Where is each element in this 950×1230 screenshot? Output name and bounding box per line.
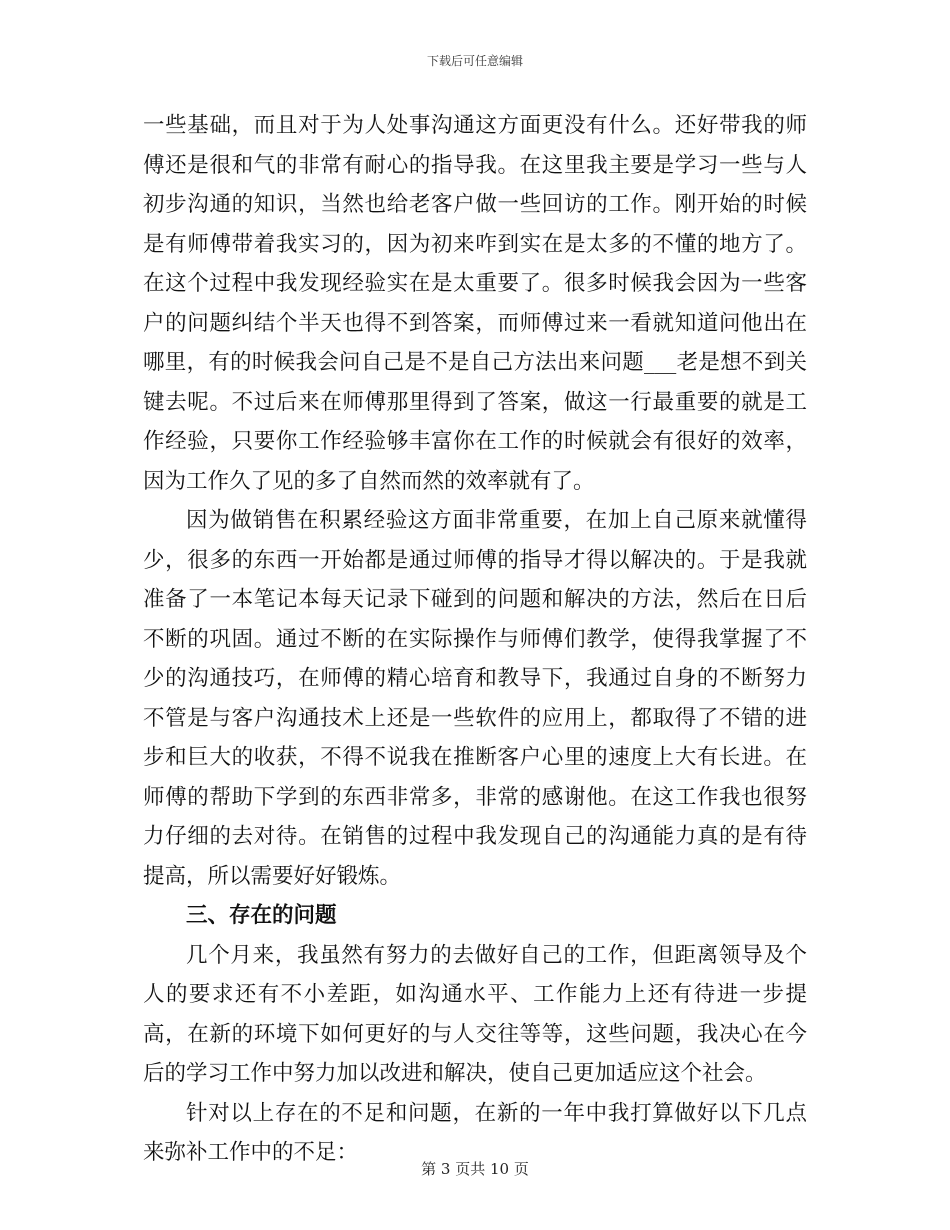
paragraph-problems: 几个月来，我虽然有努力的去做好自己的工作，但距离领导及个人的要求还有不小差距，如沟通水平、工作能力上还有待进一步提高，在新的环境下如何更好的与人交往等等，这些问题，我决心在今后的学习工作中努力加以改进和解决，使自己更加适应这个社会。 xyxy=(143,942,807,1086)
page-number: 第 3 页共 10 页 xyxy=(421,1160,529,1178)
section-heading-problems: 三、存在的问题 xyxy=(186,903,337,928)
paragraph-continued: 一些基础，而且对于为人处事沟通这方面更没有什么。还好带我的师傅还是很和气的非常有耐心的指导我。在这里我主要是学习一些与人初步沟通的知识，当然也给老客户做一些回访的工作。刚开始的时候是有师傅带着我实习的，因为初来咋到实在是太多的不懂的地方了。在这个过程中我发现经验实在是太重要了。很多时候我会因为一些客户的问题纠结个半天也得不到答案，而师傅过来一看就知道问他出在哪里，有的时候我会问自己是不是自己方法出来问题___老是想不到关键去呢。不过后来在师傅那里得到了答案，做这一行最重要的就是工作经验，只要你工作经验够丰富你在工作的时候就会有很好的效率，因为工作久了见的多了自然而然的效率就有了。 xyxy=(143,113,807,494)
page-header: 下载后可任意编辑 xyxy=(426,54,523,68)
document-body xyxy=(143,106,807,1173)
paragraph-sales-experience: 因为做销售在积累经验这方面非常重要，在加上自己原来就懂得少，很多的东西一开始都是通过师傅的指导才得以解决的。于是我就准备了一本笔记本每天记录下碰到的问题和解决的方法，然后在日后不断的巩固。通过不断的在实际操作与师傅们教学，使得我掌握了不少的沟通技巧，在师傅的精心培育和教导下，我通过自身的不断努力不管是与客户沟通技术上还是一些软件的应用上，都取得了不错的进步和巨大的收获，不得不说我在推断客户心里的速度上大有长进。在师傅的帮助下学到的东西非常多，非常的感谢他。在这工作我也很努力仔细的去对待。在销售的过程中我发现自己的沟通能力真的是有待提高，所以需要好好锻炼。 xyxy=(143,508,807,889)
paragraph-plans: 针对以上存在的不足和问题，在新的一年中我打算做好以下几点来弥补工作中的不足： xyxy=(143,1100,807,1165)
